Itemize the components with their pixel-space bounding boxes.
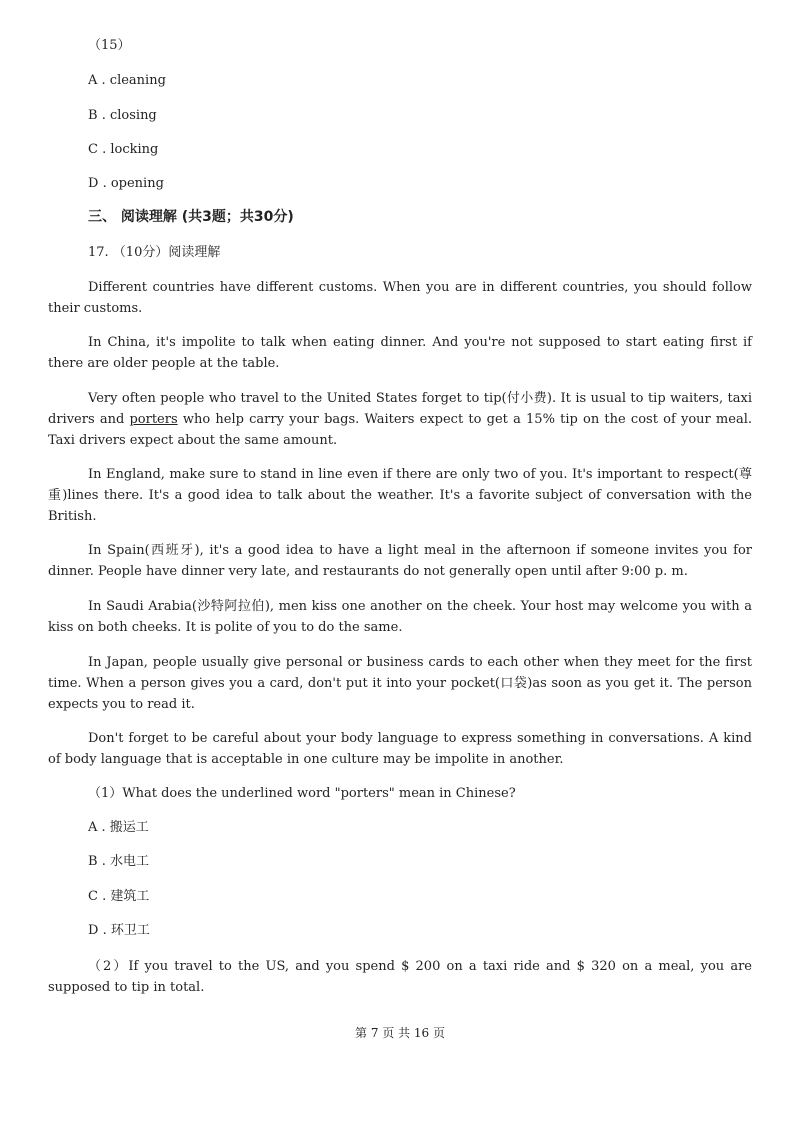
passage-paragraph-2: In China, it's impolite to talk when eating dinner. And you're not supposed to start eating first if there are older people at the table. [48, 335, 752, 371]
underlined-word-porters: porters [129, 412, 178, 427]
passage-paragraph-7: In Japan, people usually give personal or business cards to each other when they meet for the first time. When a person gives you a card, don't put it into your pocket(口袋)as soon as you get it. The person expects you to read it. [48, 655, 752, 712]
option-a: A . cleaning [88, 73, 166, 88]
option-c: C . locking [88, 142, 159, 157]
passage-paragraph-3: Very often people who travel to the United States forget to tip(付小费). It is usual to tip waiters, taxi drivers and porters who help carry your bags. Waiters expect to get a 15% tip on the cost of your meal. Taxi drivers expect about the same amount. [48, 391, 752, 448]
option-d: D . opening [88, 176, 164, 191]
passage-paragraph-8: Don't forget to be careful about your body language to express something in conversations. A kind of body language that is acceptable in one culture may be impolite in another. [48, 731, 752, 767]
sub-question-2-stem: （2）If you travel to the US, and you spend $ 200 on a taxi ride and $ 320 on a meal, you are supposed to tip in total. [48, 959, 752, 995]
sub1-option-d: D . 环卫工 [88, 923, 150, 938]
sub1-option-c: C . 建筑工 [88, 889, 150, 904]
sub1-option-a: A . 搬运工 [88, 820, 149, 835]
passage-paragraph-4: In England, make sure to stand in line even if there are only two of you. It's important to respect(尊重)lines there. It's a good idea to talk about the weather. It's a favorite subject of conversation with the British. [48, 467, 752, 524]
question-17-header: 17. （10分）阅读理解 [88, 245, 221, 260]
passage-paragraph-1: Different countries have different customs. When you are in different countries, you should follow their customs. [48, 280, 752, 316]
passage-paragraph-5: In Spain(西班牙), it's a good idea to have a light meal in the afternoon if someone invites you for dinner. People have dinner very late, and restaurants do not generally open until after 9:00 p. m. [48, 543, 752, 579]
question-number-15: （15） [88, 38, 131, 53]
section-title: 三、 阅读理解 (共3题；共30分) [88, 209, 294, 225]
sub1-option-b: B . 水电工 [88, 854, 149, 869]
sub-question-1-stem: （1）What does the underlined word "porters" mean in Chinese? [88, 786, 516, 801]
option-b: B . closing [88, 108, 157, 123]
passage-paragraph-6: In Saudi Arabia(沙特阿拉伯), men kiss one another on the cheek. Your host may welcome you with a kiss on both cheeks. It is polite of you to do the same. [48, 599, 752, 635]
page-footer: 第 7 页 共 16 页 [355, 1026, 445, 1040]
